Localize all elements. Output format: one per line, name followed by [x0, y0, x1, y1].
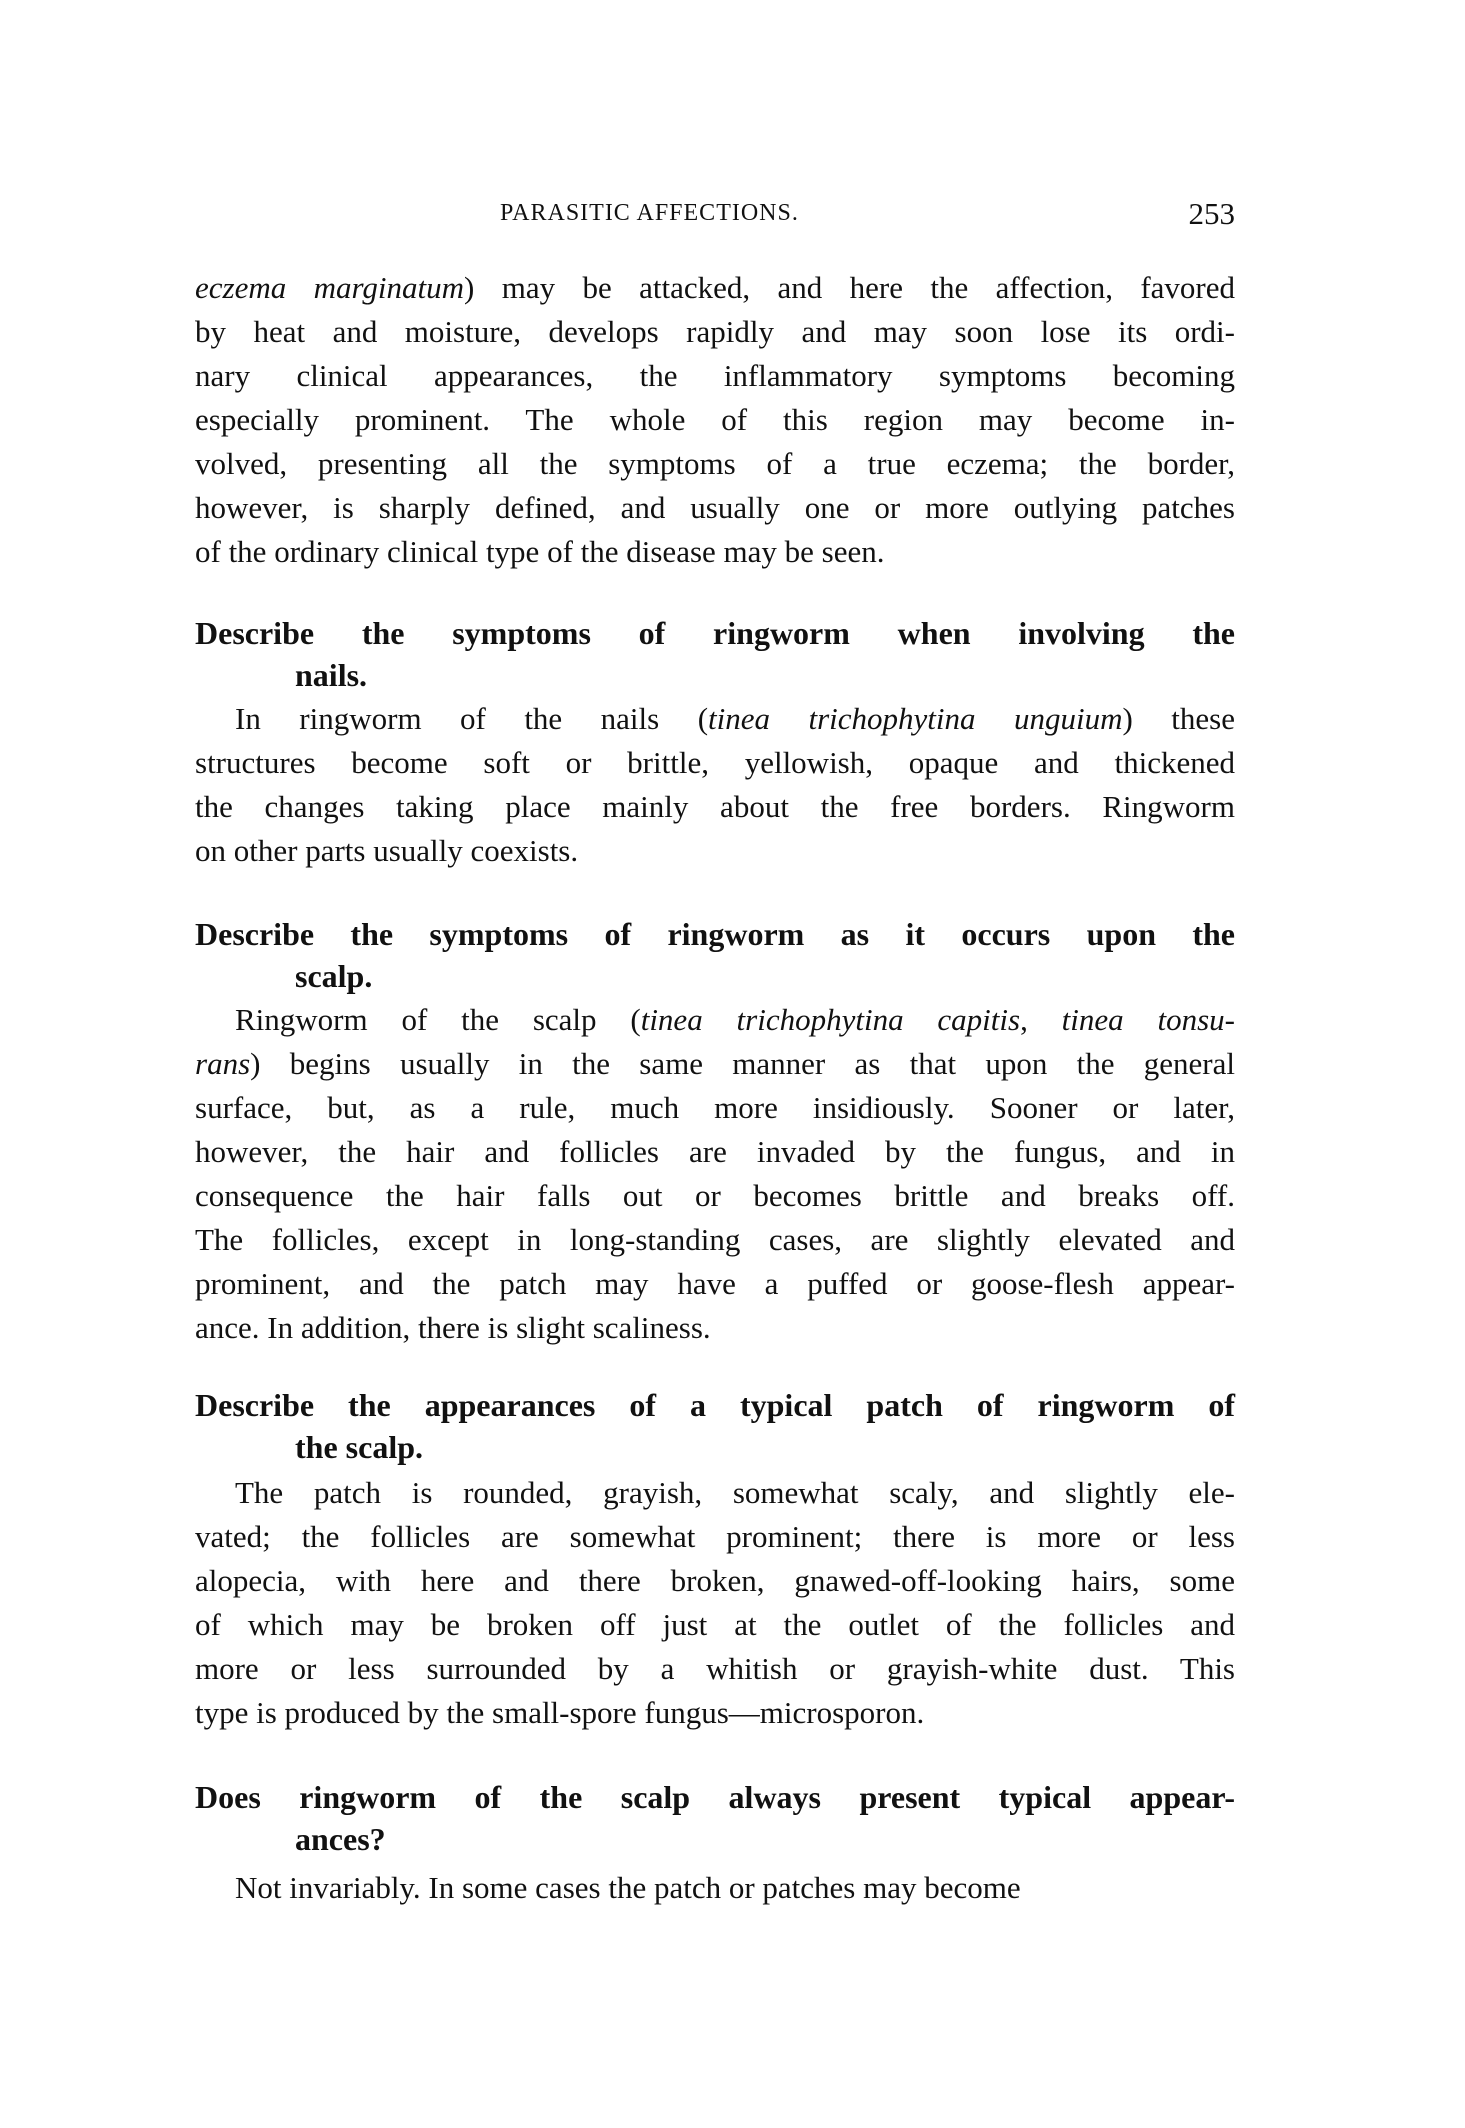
- text-line: [195, 697, 1235, 741]
- text-line: [195, 1218, 1235, 1262]
- text-line: [195, 1691, 1235, 1735]
- text-segment: vated; the follicles are somewhat prominent; there is more or less: [195, 1519, 1235, 1554]
- text-line: [195, 1174, 1235, 1218]
- text-segment: Describe the symptoms of ringworm as it occurs upon the: [195, 916, 1235, 952]
- paragraph: [195, 1471, 1235, 1735]
- text-segment: Describe the appearances of a typical patch of ringworm of: [195, 1387, 1235, 1423]
- text-segment: surface, but, as a rule, much more insidiously. Sooner or later,: [195, 1090, 1235, 1125]
- text-segment: The follicles, except in long-standing cases, are slightly elevated and: [195, 1222, 1235, 1257]
- text-line: [195, 266, 1235, 310]
- text-line: [195, 1866, 1235, 1910]
- paragraph: [195, 697, 1235, 873]
- text-line: [195, 354, 1235, 398]
- text-line: [195, 612, 1235, 654]
- text-line: [195, 1086, 1235, 1130]
- text-segment: the scalp.: [295, 1429, 423, 1465]
- text-segment: ,: [1020, 1002, 1062, 1037]
- text-line: [195, 486, 1235, 530]
- text-line: [195, 1042, 1235, 1086]
- running-title: PARASITIC AFFECTIONS.: [500, 200, 799, 226]
- question-heading: [195, 1384, 1235, 1468]
- text-segment: of which may be broken off just at the outlet of the follicles and: [195, 1607, 1235, 1642]
- text-segment: Ringworm of the scalp (: [235, 1002, 641, 1037]
- question-heading: [195, 612, 1235, 696]
- text-line: [195, 785, 1235, 829]
- paragraph: [195, 1866, 1235, 1910]
- running-header: [195, 196, 1235, 236]
- text-line: [195, 829, 1235, 873]
- text-segment: ) may be attacked, and here the affection, favored: [464, 270, 1235, 305]
- text-segment: however, is sharply defined, and usually one or more outlying patches: [195, 490, 1235, 525]
- text-line: [195, 398, 1235, 442]
- text-line: [195, 1603, 1235, 1647]
- text-segment: consequence the hair falls out or becomes brittle and breaks off.: [195, 1178, 1235, 1213]
- text-line: [195, 442, 1235, 486]
- text-segment: prominent, and the patch may have a puffed or goose-flesh appear-: [195, 1266, 1235, 1301]
- text-segment: The patch is rounded, grayish, somewhat scaly, and slightly ele-: [235, 1475, 1235, 1510]
- text-line: [195, 1130, 1235, 1174]
- text-line: [195, 741, 1235, 785]
- paragraph: [195, 266, 1235, 574]
- text-line: [195, 998, 1235, 1042]
- text-segment: alopecia, with here and there broken, gnawed-off-looking hairs, some: [195, 1563, 1235, 1598]
- text-segment: ) begins usually in the same manner as that upon the general: [250, 1046, 1235, 1081]
- text-segment: by heat and moisture, develops rapidly and may soon lose its ordi-: [195, 314, 1235, 349]
- text-line: [195, 1471, 1235, 1515]
- text-line: [195, 1262, 1235, 1306]
- text-line: [195, 310, 1235, 354]
- text-segment: especially prominent. The whole of this region may become in-: [195, 402, 1235, 437]
- text-line: [195, 955, 1235, 997]
- text-segment: ) these: [1122, 701, 1235, 736]
- text-line: [195, 1818, 1235, 1860]
- text-segment: the changes taking place mainly about the free borders. Ringworm: [195, 789, 1235, 824]
- text-line: [195, 1776, 1235, 1818]
- text-line: [195, 654, 1235, 696]
- text-line: [195, 1306, 1235, 1350]
- text-segment: Does ringworm of the scalp always present typical appear-: [195, 1779, 1235, 1815]
- text-segment: of the ordinary clinical type of the disease may be seen.: [195, 534, 885, 569]
- page-number: 253: [1188, 196, 1235, 231]
- text-line: [195, 1559, 1235, 1603]
- italic-term: rans: [195, 1046, 251, 1081]
- text-segment: Not invariably. In some cases the patch or patches may become: [235, 1870, 1021, 1905]
- text-segment: type is produced by the small-spore fungus—microsporon.: [195, 1695, 925, 1730]
- text-segment: In ringworm of the nails (: [235, 701, 709, 736]
- text-segment: nary clinical appearances, the inflammatory symptoms becoming: [195, 358, 1235, 393]
- text-line: [195, 913, 1235, 955]
- paragraph: [195, 998, 1235, 1350]
- text-segment: volved, presenting all the symptoms of a true eczema; the border,: [195, 446, 1235, 481]
- question-heading: [195, 1776, 1235, 1860]
- italic-term: tinea trichophytina unguium: [708, 701, 1123, 736]
- text-segment: nails.: [295, 657, 368, 693]
- text-segment: more or less surrounded by a whitish or grayish-white dust. This: [195, 1651, 1235, 1686]
- italic-term: eczema marginatum: [195, 270, 465, 305]
- text-segment: on other parts usually coexists.: [195, 833, 579, 868]
- text-segment: structures become soft or brittle, yellowish, opaque and thickened: [195, 745, 1235, 780]
- text-segment: scalp.: [295, 958, 373, 994]
- text-line: [195, 1426, 1235, 1468]
- italic-term: tinea trichophytina capitis: [640, 1002, 1021, 1037]
- text-line: [195, 530, 1235, 574]
- text-segment: Describe the symptoms of ringworm when involving the: [195, 615, 1235, 651]
- text-segment: ance. In addition, there is slight scaliness.: [195, 1310, 711, 1345]
- text-segment: ances?: [295, 1821, 386, 1857]
- text-segment: however, the hair and follicles are invaded by the fungus, and in: [195, 1134, 1235, 1169]
- text-line: [195, 1384, 1235, 1426]
- italic-term: tinea tonsu-: [1061, 1002, 1235, 1037]
- question-heading: [195, 913, 1235, 997]
- text-line: [195, 1647, 1235, 1691]
- text-line: [195, 1515, 1235, 1559]
